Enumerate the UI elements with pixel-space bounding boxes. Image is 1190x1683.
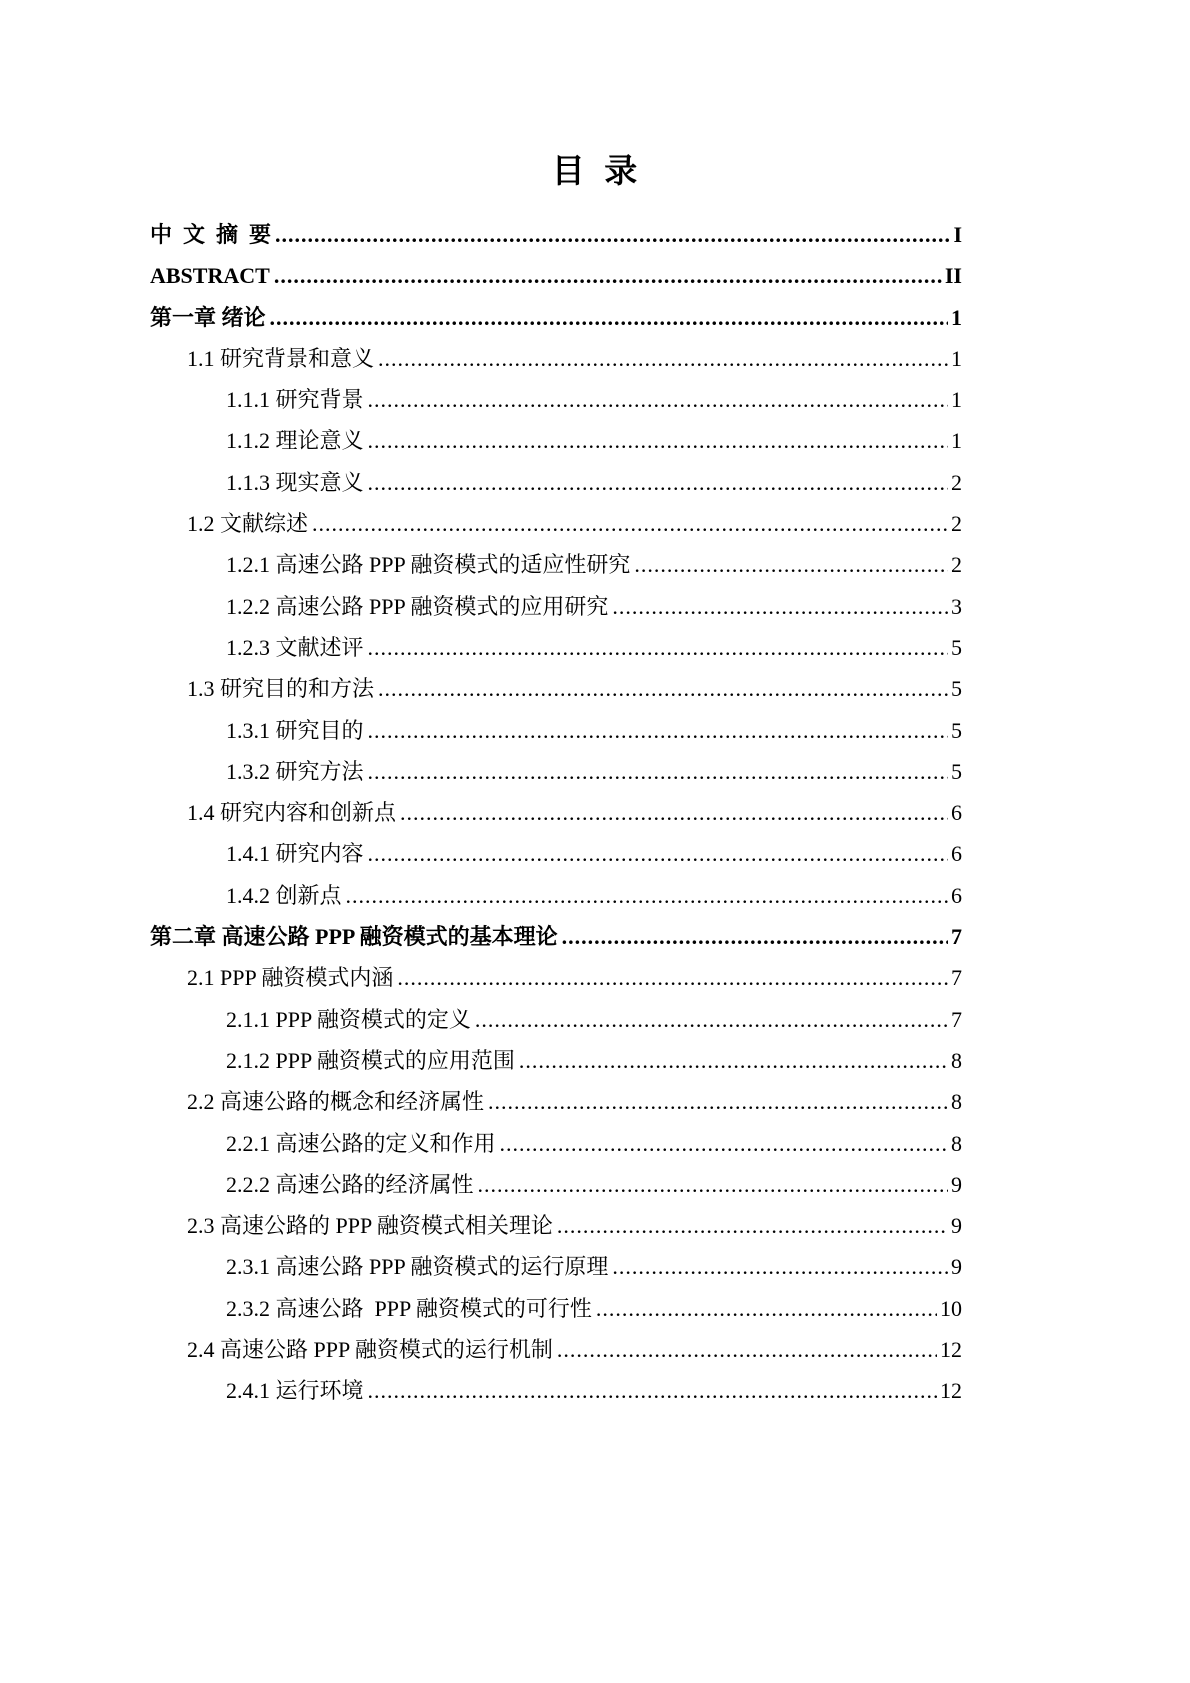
- toc-title: 目 录: [551, 154, 639, 190]
- toc-entry-label: 2.3.2 高速公路 PPP 融资模式的可行性: [226, 1295, 592, 1321]
- toc-entry-page: 12: [940, 1378, 962, 1404]
- toc-dot-leader: [368, 833, 948, 874]
- toc-entry-label: 1.2.2 高速公路 PPP 融资模式的应用研究: [226, 593, 609, 619]
- toc-list: [150, 214, 962, 1412]
- toc-entry-page: 5: [951, 717, 962, 743]
- toc-entry-page: 2: [951, 511, 962, 537]
- toc-entry: [150, 833, 962, 874]
- toc-entry-label: 第一章 绪论: [150, 304, 266, 330]
- toc-dot-leader: [557, 1205, 948, 1246]
- toc-entry-page: 9: [951, 1254, 962, 1280]
- toc-entry: [150, 420, 962, 461]
- toc-entry-page: 12: [940, 1337, 962, 1363]
- toc-entry-page: 7: [951, 924, 962, 950]
- toc-entry: [150, 1164, 962, 1205]
- toc-entry-label: 2.2.1 高速公路的定义和作用: [226, 1130, 496, 1156]
- toc-entry-label: 1.4.1 研究内容: [226, 841, 364, 867]
- toc-dot-leader: [612, 586, 948, 627]
- toc-dot-leader: [378, 668, 948, 709]
- toc-entry-label: 1.1 研究背景和意义: [187, 345, 375, 371]
- toc-entry-page: I: [953, 222, 962, 247]
- toc-dot-leader: [274, 255, 942, 296]
- toc-entry-label: 2.4.1 运行环境: [226, 1378, 364, 1404]
- toc-entry: [150, 462, 962, 503]
- toc-entry-page: 9: [951, 1213, 962, 1239]
- toc-dot-leader: [275, 214, 950, 255]
- toc-entry: [150, 338, 962, 379]
- toc-entry-page: 9: [951, 1171, 962, 1197]
- toc-dot-leader: [397, 957, 948, 998]
- toc-entry: [150, 297, 962, 338]
- toc-entry-label: 1.2.3 文献述评: [226, 634, 364, 660]
- toc-entry-page: 8: [951, 1047, 962, 1073]
- toc-entry-page: 7: [951, 1006, 962, 1032]
- toc-entry-label: 2.3 高速公路的 PPP 融资模式相关理论: [187, 1213, 553, 1239]
- toc-entry-label: ABSTRACT: [150, 263, 270, 289]
- toc-dot-leader: [368, 751, 948, 792]
- toc-entry-label: 1.1.3 现实意义: [226, 469, 364, 495]
- toc-entry-label: 2.4 高速公路 PPP 融资模式的运行机制: [187, 1337, 553, 1363]
- toc-entry: [150, 544, 962, 585]
- toc-entry: [150, 1123, 962, 1164]
- toc-entry-label: 1.4 研究内容和创新点: [187, 800, 397, 826]
- toc-entry-page: 6: [951, 800, 962, 826]
- toc-entry-page: 1: [951, 345, 962, 371]
- toc-entry-page: 5: [951, 676, 962, 702]
- toc-dot-leader: [368, 379, 948, 420]
- toc-dot-leader: [270, 297, 948, 338]
- toc-entry-page: 1: [951, 387, 962, 413]
- toc-entry-label: 1.3.1 研究目的: [226, 717, 364, 743]
- toc-dot-leader: [368, 420, 948, 461]
- toc-entry-page: 8: [951, 1130, 962, 1156]
- toc-entry: [150, 1205, 962, 1246]
- toc-dot-leader: [596, 1288, 937, 1329]
- toc-entry: [150, 792, 962, 833]
- toc-entry: [150, 1329, 962, 1370]
- toc-entry: [150, 586, 962, 627]
- toc-entry: [150, 957, 962, 998]
- toc-entry-page: 1: [951, 304, 962, 330]
- toc-dot-leader: [368, 710, 948, 751]
- toc-dot-leader: [612, 1246, 948, 1287]
- toc-entry-page: 1: [951, 428, 962, 454]
- toc-entry-label: 2.1.2 PPP 融资模式的应用范围: [226, 1047, 515, 1073]
- toc-entry: [150, 710, 962, 751]
- toc-entry: [150, 503, 962, 544]
- toc-entry-label: 1.2.1 高速公路 PPP 融资模式的适应性研究: [226, 552, 631, 578]
- toc-entry: [150, 751, 962, 792]
- toc-dot-leader: [400, 792, 948, 833]
- toc-entry: [150, 1081, 962, 1122]
- toc-entry: [150, 214, 962, 255]
- toc-entry: [150, 1370, 962, 1411]
- toc-entry-page: 10: [940, 1295, 962, 1321]
- toc-entry-page: 5: [951, 758, 962, 784]
- toc-entry: [150, 627, 962, 668]
- toc-entry-page: 6: [951, 882, 962, 908]
- toc-entry-page: II: [944, 263, 962, 289]
- toc-entry-label: 2.1.1 PPP 融资模式的定义: [226, 1006, 471, 1032]
- toc-entry-page: 8: [951, 1089, 962, 1115]
- toc-entry-label: 1.2 文献综述: [187, 511, 309, 537]
- toc-entry-label: 2.2 高速公路的概念和经济属性: [187, 1089, 485, 1115]
- toc-entry: [150, 1040, 962, 1081]
- toc-dot-leader: [368, 627, 948, 668]
- toc-entry-page: 2: [951, 469, 962, 495]
- toc-entry: [150, 379, 962, 420]
- toc-entry-page: 2: [951, 552, 962, 578]
- toc-dot-leader: [488, 1081, 948, 1122]
- toc-dot-leader: [475, 999, 948, 1040]
- toc-entry: [150, 668, 962, 709]
- toc-dot-leader: [634, 544, 948, 585]
- toc-entry-page: 7: [951, 965, 962, 991]
- toc-entry-label: 1.1.2 理论意义: [226, 428, 364, 454]
- toc-dot-leader: [368, 462, 948, 503]
- toc-entry-label: 1.4.2 创新点: [226, 882, 342, 908]
- toc-entry: [150, 1288, 962, 1329]
- toc-entry: [150, 875, 962, 916]
- toc-dot-leader: [562, 916, 948, 957]
- toc-entry-label: 2.2.2 高速公路的经济属性: [226, 1171, 474, 1197]
- toc-entry-label: 1.3 研究目的和方法: [187, 676, 375, 702]
- toc-dot-leader: [368, 1370, 937, 1411]
- toc-entry-page: 3: [951, 593, 962, 619]
- toc-entry-label: 第二章 高速公路 PPP 融资模式的基本理论: [150, 924, 558, 950]
- toc-entry-label: 中 文 摘 要: [150, 222, 272, 247]
- toc-dot-leader: [557, 1329, 937, 1370]
- toc-dot-leader: [312, 503, 948, 544]
- toc-entry-label: 1.1.1 研究背景: [226, 387, 364, 413]
- toc-entry-label: 2.3.1 高速公路 PPP 融资模式的运行原理: [226, 1254, 609, 1280]
- toc-entry-page: 6: [951, 841, 962, 867]
- toc-dot-leader: [500, 1123, 948, 1164]
- toc-entry: [150, 1246, 962, 1287]
- toc-entry-page: 5: [951, 634, 962, 660]
- toc-entry: [150, 916, 962, 957]
- toc-dot-leader: [378, 338, 948, 379]
- toc-dot-leader: [478, 1164, 948, 1205]
- toc-dot-leader: [519, 1040, 948, 1081]
- toc-entry-label: 2.1 PPP 融资模式内涵: [187, 965, 394, 991]
- toc-entry: [150, 255, 962, 296]
- toc-dot-leader: [346, 875, 948, 916]
- toc-entry-label: 1.3.2 研究方法: [226, 758, 364, 784]
- toc-entry: [150, 999, 962, 1040]
